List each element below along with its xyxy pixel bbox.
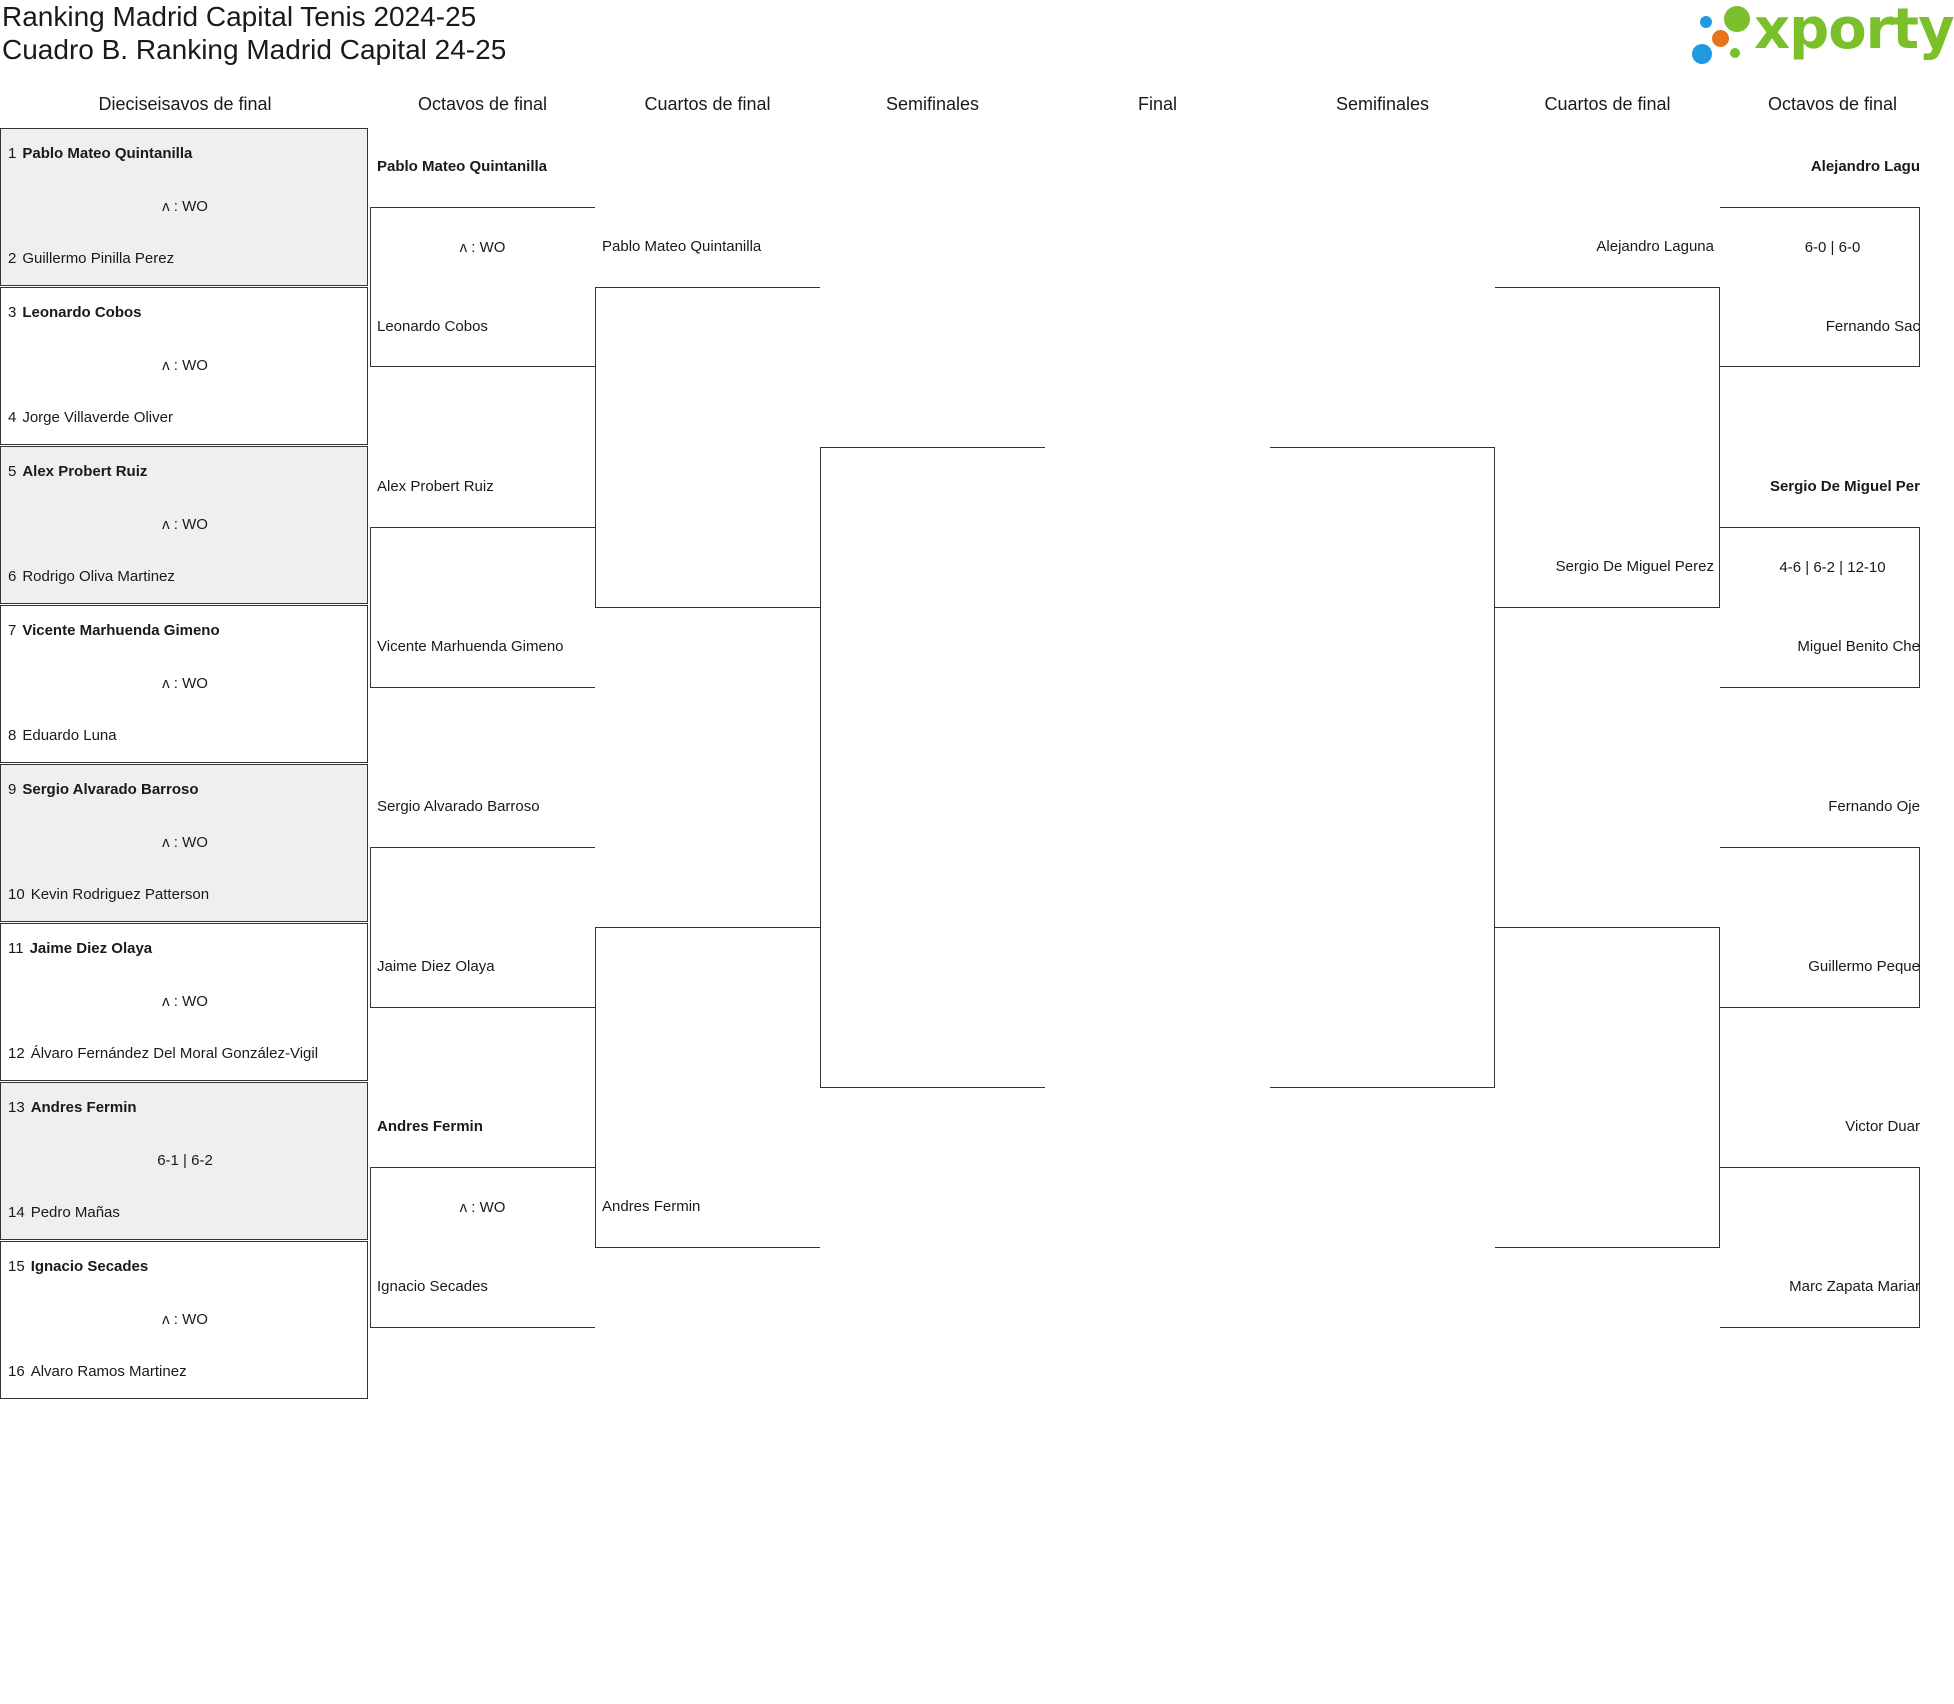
bracket-connector xyxy=(1495,927,1720,1248)
r16-player[interactable]: Vicente Marhuenda Gimeno xyxy=(377,638,564,655)
r16-player[interactable]: Andres Fermin xyxy=(377,1118,483,1135)
match-result: 4-6 | 6-2 | 12-10 xyxy=(1779,559,1886,576)
seed-number: 5 xyxy=(8,463,17,480)
round-header: Cuartos de final xyxy=(644,94,771,114)
player-name: Rodrigo Oliva Martinez xyxy=(22,568,175,585)
seed-number: 15 xyxy=(8,1258,25,1275)
seed-number: 14 xyxy=(8,1204,25,1221)
bracket-connector xyxy=(1270,447,1495,1088)
page-subtitle: Cuadro B. Ranking Madrid Capital 24-25 xyxy=(2,34,507,65)
match-result: ʌ : WO xyxy=(162,1311,208,1328)
player-name: Ignacio Secades xyxy=(30,1258,149,1275)
seed-number: 4 xyxy=(8,409,17,426)
logo-text: xporty xyxy=(1754,0,1954,62)
player-row[interactable] xyxy=(8,145,192,162)
logo-dot-icon xyxy=(1712,30,1729,47)
match-result: ʌ : WO xyxy=(459,239,506,256)
player-row[interactable] xyxy=(8,1363,187,1380)
match-result: ʌ : WO xyxy=(162,357,208,374)
seed-number: 3 xyxy=(8,304,17,321)
seed-number: 6 xyxy=(8,568,17,585)
player-name: Álvaro Fernández Del Moral González-Vigil xyxy=(30,1045,319,1062)
r16-player[interactable]: Fernando Oje xyxy=(1828,798,1920,815)
player-row[interactable] xyxy=(8,727,117,744)
r16-player[interactable]: Victor Duar xyxy=(1845,1118,1920,1135)
qf-player[interactable]: Alejandro Laguna xyxy=(1596,238,1714,255)
bracket-connector xyxy=(370,207,595,367)
r16-player[interactable]: Marc Zapata Mariar xyxy=(1789,1278,1920,1295)
player-name: Eduardo Luna xyxy=(22,727,117,744)
match-result: ʌ : WO xyxy=(459,1199,506,1216)
bracket-connector xyxy=(1720,207,1920,367)
seed-number: 11 xyxy=(8,940,24,957)
player-name: Jaime Diez Olaya xyxy=(29,940,153,957)
r16-player[interactable]: Jaime Diez Olaya xyxy=(377,958,495,975)
bracket-connector xyxy=(370,847,595,1008)
player-name: Guillermo Pinilla Perez xyxy=(22,250,175,267)
qf-player[interactable]: Sergio De Miguel Perez xyxy=(1555,558,1714,575)
player-row[interactable] xyxy=(8,463,147,480)
player-row[interactable] xyxy=(8,622,220,639)
player-row[interactable] xyxy=(8,1204,120,1221)
player-row[interactable] xyxy=(8,304,142,321)
player-row[interactable] xyxy=(8,1258,148,1275)
player-row[interactable] xyxy=(8,781,199,798)
player-row[interactable] xyxy=(8,1099,137,1116)
seed-number: 2 xyxy=(8,250,17,267)
qf-player[interactable]: Pablo Mateo Quintanilla xyxy=(602,238,762,255)
player-name: Pedro Mañas xyxy=(30,1204,120,1221)
match-result: ʌ : WO xyxy=(162,516,208,533)
r16-player[interactable]: Sergio Alvarado Barroso xyxy=(377,798,540,815)
r16-player[interactable]: Miguel Benito Che xyxy=(1797,638,1920,655)
bracket-connector xyxy=(370,1167,595,1328)
r16-player[interactable]: Ignacio Secades xyxy=(377,1278,488,1295)
player-name: Alvaro Ramos Martinez xyxy=(30,1363,187,1380)
bracket-connector xyxy=(1720,847,1920,1008)
bracket-connector xyxy=(595,287,820,608)
seed-number: 7 xyxy=(8,622,17,639)
player-name: Pablo Mateo Quintanilla xyxy=(22,145,193,162)
seed-number: 1 xyxy=(8,145,17,162)
round-header: Octavos de final xyxy=(417,94,548,114)
r16-player[interactable]: Alejandro Lagu xyxy=(1810,158,1920,175)
bracket-connector xyxy=(1720,1167,1920,1328)
r16-player[interactable]: Alex Probert Ruiz xyxy=(377,478,494,495)
bracket-connector xyxy=(1720,527,1920,688)
player-row[interactable] xyxy=(8,886,209,903)
logo-dot-icon xyxy=(1700,16,1712,28)
round-header: Cuartos de final xyxy=(1544,94,1671,114)
qf-player[interactable]: Andres Fermin xyxy=(602,1198,701,1215)
player-row[interactable] xyxy=(8,409,173,426)
r16-player[interactable]: Sergio De Miguel Per xyxy=(1769,478,1920,495)
seed-number: 9 xyxy=(8,781,17,798)
logo-dot-icon xyxy=(1692,44,1712,64)
player-row[interactable] xyxy=(8,940,152,957)
match-result: ʌ : WO xyxy=(162,198,208,215)
match-result: 6-0 | 6-0 xyxy=(1804,239,1861,256)
match-result: ʌ : WO xyxy=(162,675,208,692)
seed-number: 8 xyxy=(8,727,17,744)
player-name: Alex Probert Ruiz xyxy=(22,463,148,480)
page-title: Ranking Madrid Capital Tenis 2024-25 xyxy=(2,1,477,32)
seed-number: 13 xyxy=(8,1099,25,1116)
seed-number: 10 xyxy=(8,886,25,903)
match-result: 6-1 | 6-2 xyxy=(157,1152,213,1169)
xporty-logo[interactable] xyxy=(1690,0,1954,66)
match-result: ʌ : WO xyxy=(162,834,208,851)
round-header: Dieciseisavos de final xyxy=(98,94,272,114)
round-header: Octavos de final xyxy=(1767,94,1898,114)
bracket-connector xyxy=(820,447,1045,1088)
bracket-connector xyxy=(370,527,595,688)
round-header: Final xyxy=(1137,94,1177,114)
match-result: ʌ : WO xyxy=(162,993,208,1010)
logo-dot-icon xyxy=(1730,48,1740,58)
player-name: Leonardo Cobos xyxy=(22,304,142,321)
player-name: Sergio Alvarado Barroso xyxy=(22,781,199,798)
logo-dot-icon xyxy=(1724,6,1750,32)
player-row[interactable] xyxy=(8,568,175,585)
player-name: Vicente Marhuenda Gimeno xyxy=(22,622,220,639)
round-header: Semifinales xyxy=(1335,94,1430,114)
seed-number: 16 xyxy=(8,1363,25,1380)
player-name: Kevin Rodriguez Patterson xyxy=(30,886,210,903)
r16-player[interactable]: Guillermo Peque xyxy=(1808,958,1920,975)
seed-number: 12 xyxy=(8,1045,25,1062)
player-name: Andres Fermin xyxy=(30,1099,137,1116)
r16-player[interactable]: Pablo Mateo Quintanilla xyxy=(377,158,548,175)
player-row[interactable] xyxy=(8,1045,318,1062)
round-header: Semifinales xyxy=(885,94,980,114)
r16-player[interactable]: Leonardo Cobos xyxy=(377,318,488,335)
player-name: Jorge Villaverde Oliver xyxy=(22,409,173,426)
r16-player[interactable]: Fernando Sac xyxy=(1825,318,1920,335)
player-row[interactable] xyxy=(8,250,174,267)
